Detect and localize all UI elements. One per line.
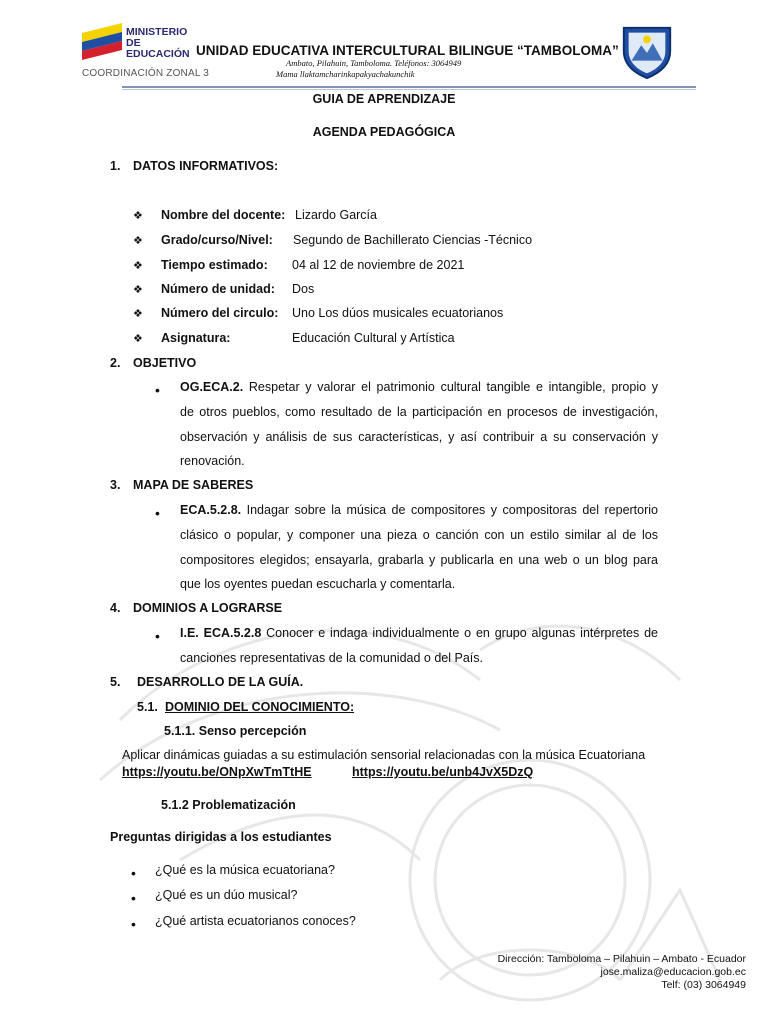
diamond-bullet-icon: ❖ [133, 260, 143, 272]
guide-title: GUIA DE APRENDIZAJE [312, 92, 456, 106]
dominios-line-2: canciones representativas de la comunidad o del País. [180, 651, 483, 665]
diamond-bullet-icon: ❖ [133, 284, 143, 296]
school-name: UNIDAD EDUCATIVA INTERCULTURAL BILINGUE “TAMBOLOMA” [196, 43, 619, 58]
info-value: Segundo de Bachillerato Ciencias -Técnico [293, 233, 533, 247]
bullet-icon: • [131, 916, 136, 932]
question-item: ¿Qué artista ecuatorianos conoces? [155, 914, 356, 928]
subsection-5-1-number: 5.1. [137, 700, 158, 714]
subsection-5-1-2: 5.1.2 Problematización [161, 798, 296, 812]
objective-line-3: observación y análisis de sus características, y así contribuir a su conservación y [180, 430, 658, 444]
header-divider-thin [122, 89, 696, 90]
youtube-link-1[interactable]: https://youtu.be/ONpXwTmTtHE [122, 765, 312, 779]
diamond-bullet-icon: ❖ [133, 210, 143, 222]
youtube-link-2[interactable]: https://youtu.be/unb4JvX5DzQ [352, 765, 534, 779]
section-5-number: 5. [110, 675, 121, 689]
section-4-number: 4. [110, 601, 121, 615]
objective-line-2: de otros pueblos, como resultado de la participación en procesos de investigación, [180, 405, 658, 419]
section-2-title: OBJETIVO [133, 356, 197, 370]
diamond-bullet-icon: ❖ [133, 308, 143, 320]
bullet-icon: • [155, 505, 160, 521]
dominios-code: I.E. ECA.5.2.8 [180, 626, 262, 640]
section-1-title: DATOS INFORMATIVOS: [133, 159, 279, 173]
footer-email: jose.maliza@educacion.gob.ec [600, 966, 746, 978]
bullet-icon: • [131, 890, 136, 906]
subsection-5-1-title: DOMINIO DEL CONOCIMIENTO: [165, 700, 355, 714]
info-value: Educación Cultural y Artística [292, 331, 455, 345]
section-3-title: MAPA DE SABERES [133, 478, 254, 492]
agenda-title: AGENDA PEDAGÓGICA [312, 125, 456, 139]
section-4-title: DOMINIOS A LOGRARSE [133, 601, 283, 615]
info-value: Uno Los dúos musicales ecuatorianos [292, 306, 504, 320]
diamond-bullet-icon: ❖ [133, 235, 143, 247]
objective-line-4: renovación. [180, 454, 245, 468]
info-label: Asignatura: [161, 331, 231, 345]
info-label: Número de unidad: [161, 282, 275, 296]
diamond-bullet-icon: ❖ [133, 333, 143, 345]
header-divider [122, 86, 696, 88]
bullet-icon: • [131, 865, 136, 881]
bullet-icon: • [155, 628, 160, 644]
school-address: Ambato, Pilahuin, Tamboloma. Teléfonos: 3064949 [286, 58, 462, 68]
saberes-line-2: clásico o popular, y componer una pieza o canción con un estilo similar al de los [180, 528, 658, 542]
school-crest-icon [618, 22, 676, 80]
objective-line-1: OG.ECA.2. Respetar y valorar el patrimonio cultural tangible e intangible, propio y [180, 380, 658, 394]
questions-title: Preguntas dirigidas a los estudiantes [110, 830, 332, 844]
info-label: Número del circulo: [161, 306, 279, 320]
objective-code: OG.ECA.2. [180, 380, 244, 394]
apply-text: Aplicar dinámicas guiadas a su estimulación sensorial relacionadas con la música Ecuatoriana [122, 748, 646, 762]
question-item: ¿Qué es un dúo musical? [155, 888, 298, 902]
saberes-code: ECA.5.2.8. [180, 503, 242, 517]
footer-address: Dirección: Tamboloma – Pilahuin – Ambato - Ecuador [497, 953, 746, 965]
info-label: Tiempo estimado: [161, 258, 268, 272]
section-1-number: 1. [110, 159, 121, 173]
bullet-icon: • [155, 382, 160, 398]
info-label: Grado/curso/Nivel: [161, 233, 273, 247]
section-3-number: 3. [110, 478, 121, 492]
question-item: ¿Qué es la música ecuatoriana? [155, 863, 335, 877]
info-label: Nombre del docente: [161, 208, 286, 222]
ministry-name-line2: DE EDUCACIÓN [126, 37, 190, 60]
saberes-line-4: que los oyentes puedan escucharla y comentarla. [180, 577, 456, 591]
dominios-line-1: I.E. ECA.5.2.8 Conocer e indaga individualmente o en grupo algunas intérpretes de [180, 626, 658, 640]
subsection-5-1-1: 5.1.1. Senso percepción [164, 724, 307, 738]
school-motto: Mama llaktamcharinkapakyachakunchik [276, 69, 415, 79]
section-5-title: DESARROLLO DE LA GUÍA. [137, 675, 304, 689]
saberes-line-1: ECA.5.2.8. Indagar sobre la música de compositores y compositoras del repertorio [180, 503, 658, 517]
info-value: 04 al 12 de noviembre de 2021 [292, 258, 465, 272]
flag-icon [82, 28, 122, 54]
saberes-line-3: compositores elegidos; ensayarla, grabarla y publicarla en una web o un blog para [180, 553, 658, 567]
info-value: Lizardo García [295, 208, 377, 222]
info-value: Dos [292, 282, 315, 296]
footer-phone: Telf: (03) 3064949 [661, 979, 746, 991]
coordination-label: COORDINACIÓN ZONAL 3 [82, 68, 209, 79]
ministry-name-line1: MINISTERIO [126, 26, 188, 38]
section-2-number: 2. [110, 356, 121, 370]
